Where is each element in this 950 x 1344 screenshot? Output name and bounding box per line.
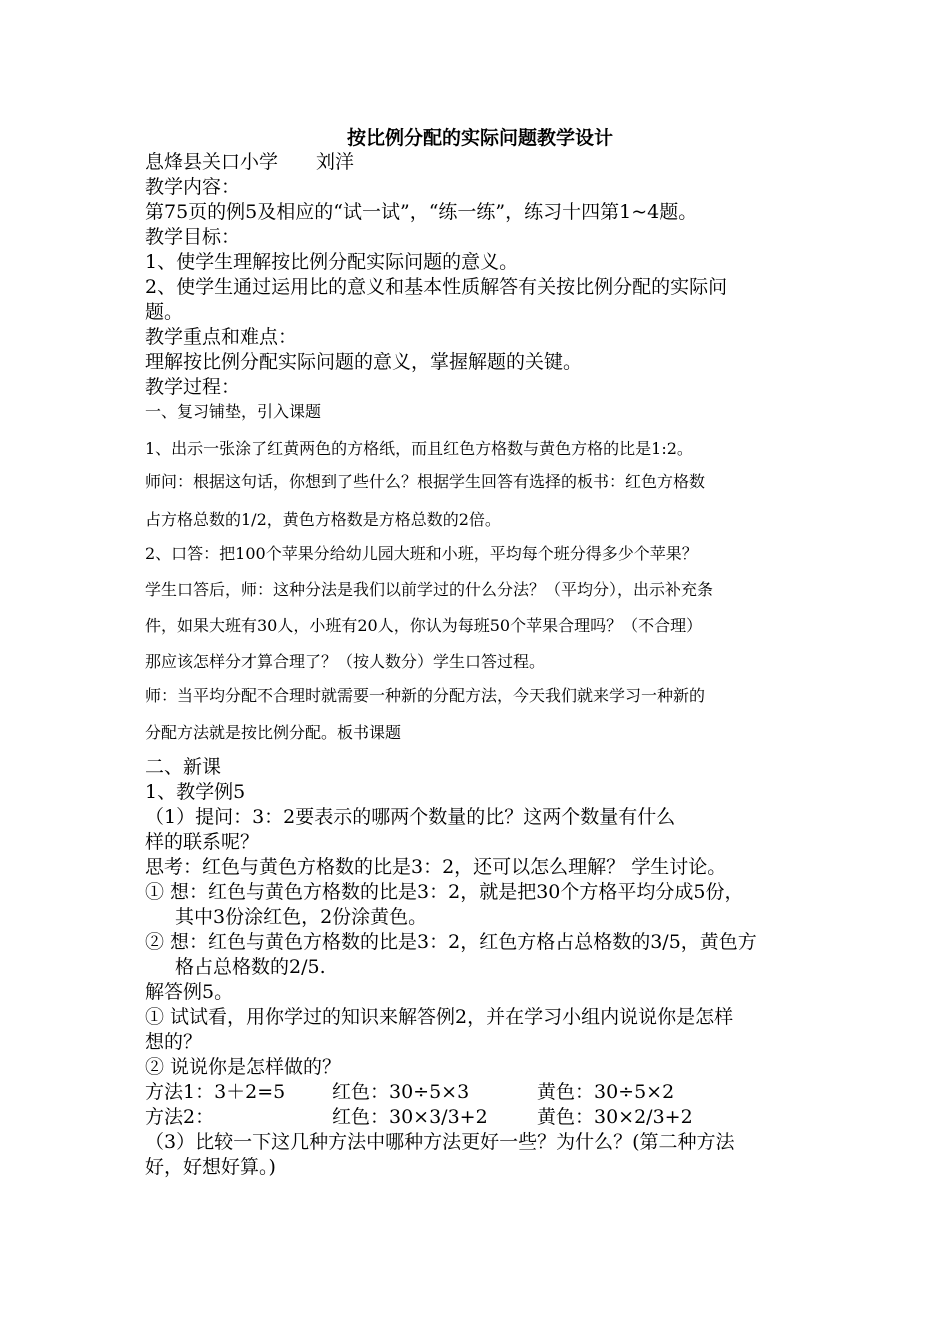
method-2-yellow: 黄色：30×2/3+2 bbox=[537, 1106, 693, 1128]
example-heading: 1、教学例5 bbox=[145, 781, 246, 803]
circle-2-line1: ② 想：红色与黄色方格数的比是3：2，红色方格占总格数的3/5，黄色方 bbox=[145, 931, 757, 953]
method-1-red: 红色：30÷5×3 bbox=[332, 1081, 470, 1103]
author-name: 刘洋 bbox=[316, 151, 355, 173]
circle-1-line1: ① 想：红色与黄色方格数的比是3：2，就是把30个方格平均分成5份， bbox=[145, 881, 744, 903]
review-question-line1: 师问：根据这句话，你想到了些什么？根据学生回答有选择的板书：红色方格数 bbox=[145, 472, 706, 491]
school-name: 息烽县关口小学 bbox=[145, 151, 279, 173]
content-heading: 教学内容： bbox=[145, 176, 241, 198]
circle-1-line2: 其中3份涂红色，2份涂黄色。 bbox=[175, 906, 428, 928]
review-answer-line1: 学生口答后，师：这种分法是我们以前学过的什么分法？（平均分），出示补充条 bbox=[145, 580, 714, 599]
section-2-heading: 二、新课 bbox=[145, 756, 222, 778]
key-heading: 教学重点和难点： bbox=[145, 326, 298, 348]
review-item-1: 1、出示一张涂了红黄两色的方格纸，而且红色方格数与黄色方格的比是1:2。 bbox=[145, 439, 693, 458]
goal-2-line1: 2、使学生通过运用比的意义和基本性质解答有关按比例分配的实际问 bbox=[145, 276, 728, 298]
section-1-heading: 一、复习铺垫，引入课题 bbox=[145, 402, 322, 421]
method-1-yellow: 黄色：30÷5×2 bbox=[537, 1081, 675, 1103]
compare-line2: 好，好想好算。) bbox=[145, 1156, 276, 1178]
explain-line: ② 说说你是怎样做的？ bbox=[145, 1056, 342, 1078]
try-line1: ① 试试看，用你学过的知识来解答例2，并在学习小组内说说你是怎样 bbox=[145, 1006, 734, 1028]
review-question-line2: 占方格总数的1/2，黄色方格数是方格总数的2倍。 bbox=[145, 510, 501, 529]
try-line2: 想的？ bbox=[145, 1031, 203, 1053]
review-answer-line3: 那应该怎样分才算合理了？（按人数分）学生口答过程。 bbox=[145, 652, 546, 671]
method-2-label: 方法2： bbox=[145, 1106, 215, 1128]
answer-line: 解答例5。 bbox=[145, 981, 234, 1003]
review-answer-line2: 件，如果大班有30人，小班有20人，你认为每班50个苹果合理吗？（不合理） bbox=[145, 616, 703, 635]
goal-2-line2: 题。 bbox=[145, 301, 184, 323]
compare-line1: （3）比较一下这几种方法中哪种方法更好一些？为什么？(第二种方法 bbox=[145, 1131, 735, 1153]
circle-2-line2: 格占总格数的2/5. bbox=[175, 956, 326, 978]
content-text: 第75页的例5及相应的“试一试”，“练一练”，练习十四第1~4题。 bbox=[145, 201, 698, 223]
key-text: 理解按比例分配实际问题的意义，掌握解题的关键。 bbox=[145, 351, 583, 373]
goals-heading: 教学目标： bbox=[145, 226, 241, 248]
process-heading: 教学过程： bbox=[145, 376, 241, 398]
goal-1: 1、使学生理解按比例分配实际问题的意义。 bbox=[145, 251, 519, 273]
author-line bbox=[145, 150, 354, 174]
intro-line2: 分配方法就是按比例分配。板书课题 bbox=[145, 723, 402, 742]
document-title: 按比例分配的实际问题教学设计 bbox=[346, 127, 613, 149]
question-1-line1: （1）提问：3：2要表示的哪两个数量的比？这两个数量有什么 bbox=[145, 806, 676, 828]
review-item-2: 2、口答：把100个苹果分给幼儿园大班和小班，平均每个班分得多少个苹果？ bbox=[145, 544, 698, 563]
think-line: 思考：红色与黄色方格数的比是3：2，还可以怎么理解？ 学生讨论。 bbox=[145, 856, 727, 878]
method-1-label: 方法1：3＋2=5 bbox=[145, 1081, 286, 1103]
method-2-red: 红色：30×3/3+2 bbox=[332, 1106, 488, 1128]
question-1-line2: 样的联系呢？ bbox=[145, 831, 260, 853]
intro-line1: 师：当平均分配不合理时就需要一种新的分配方法，今天我们就来学习一种新的 bbox=[145, 686, 706, 705]
